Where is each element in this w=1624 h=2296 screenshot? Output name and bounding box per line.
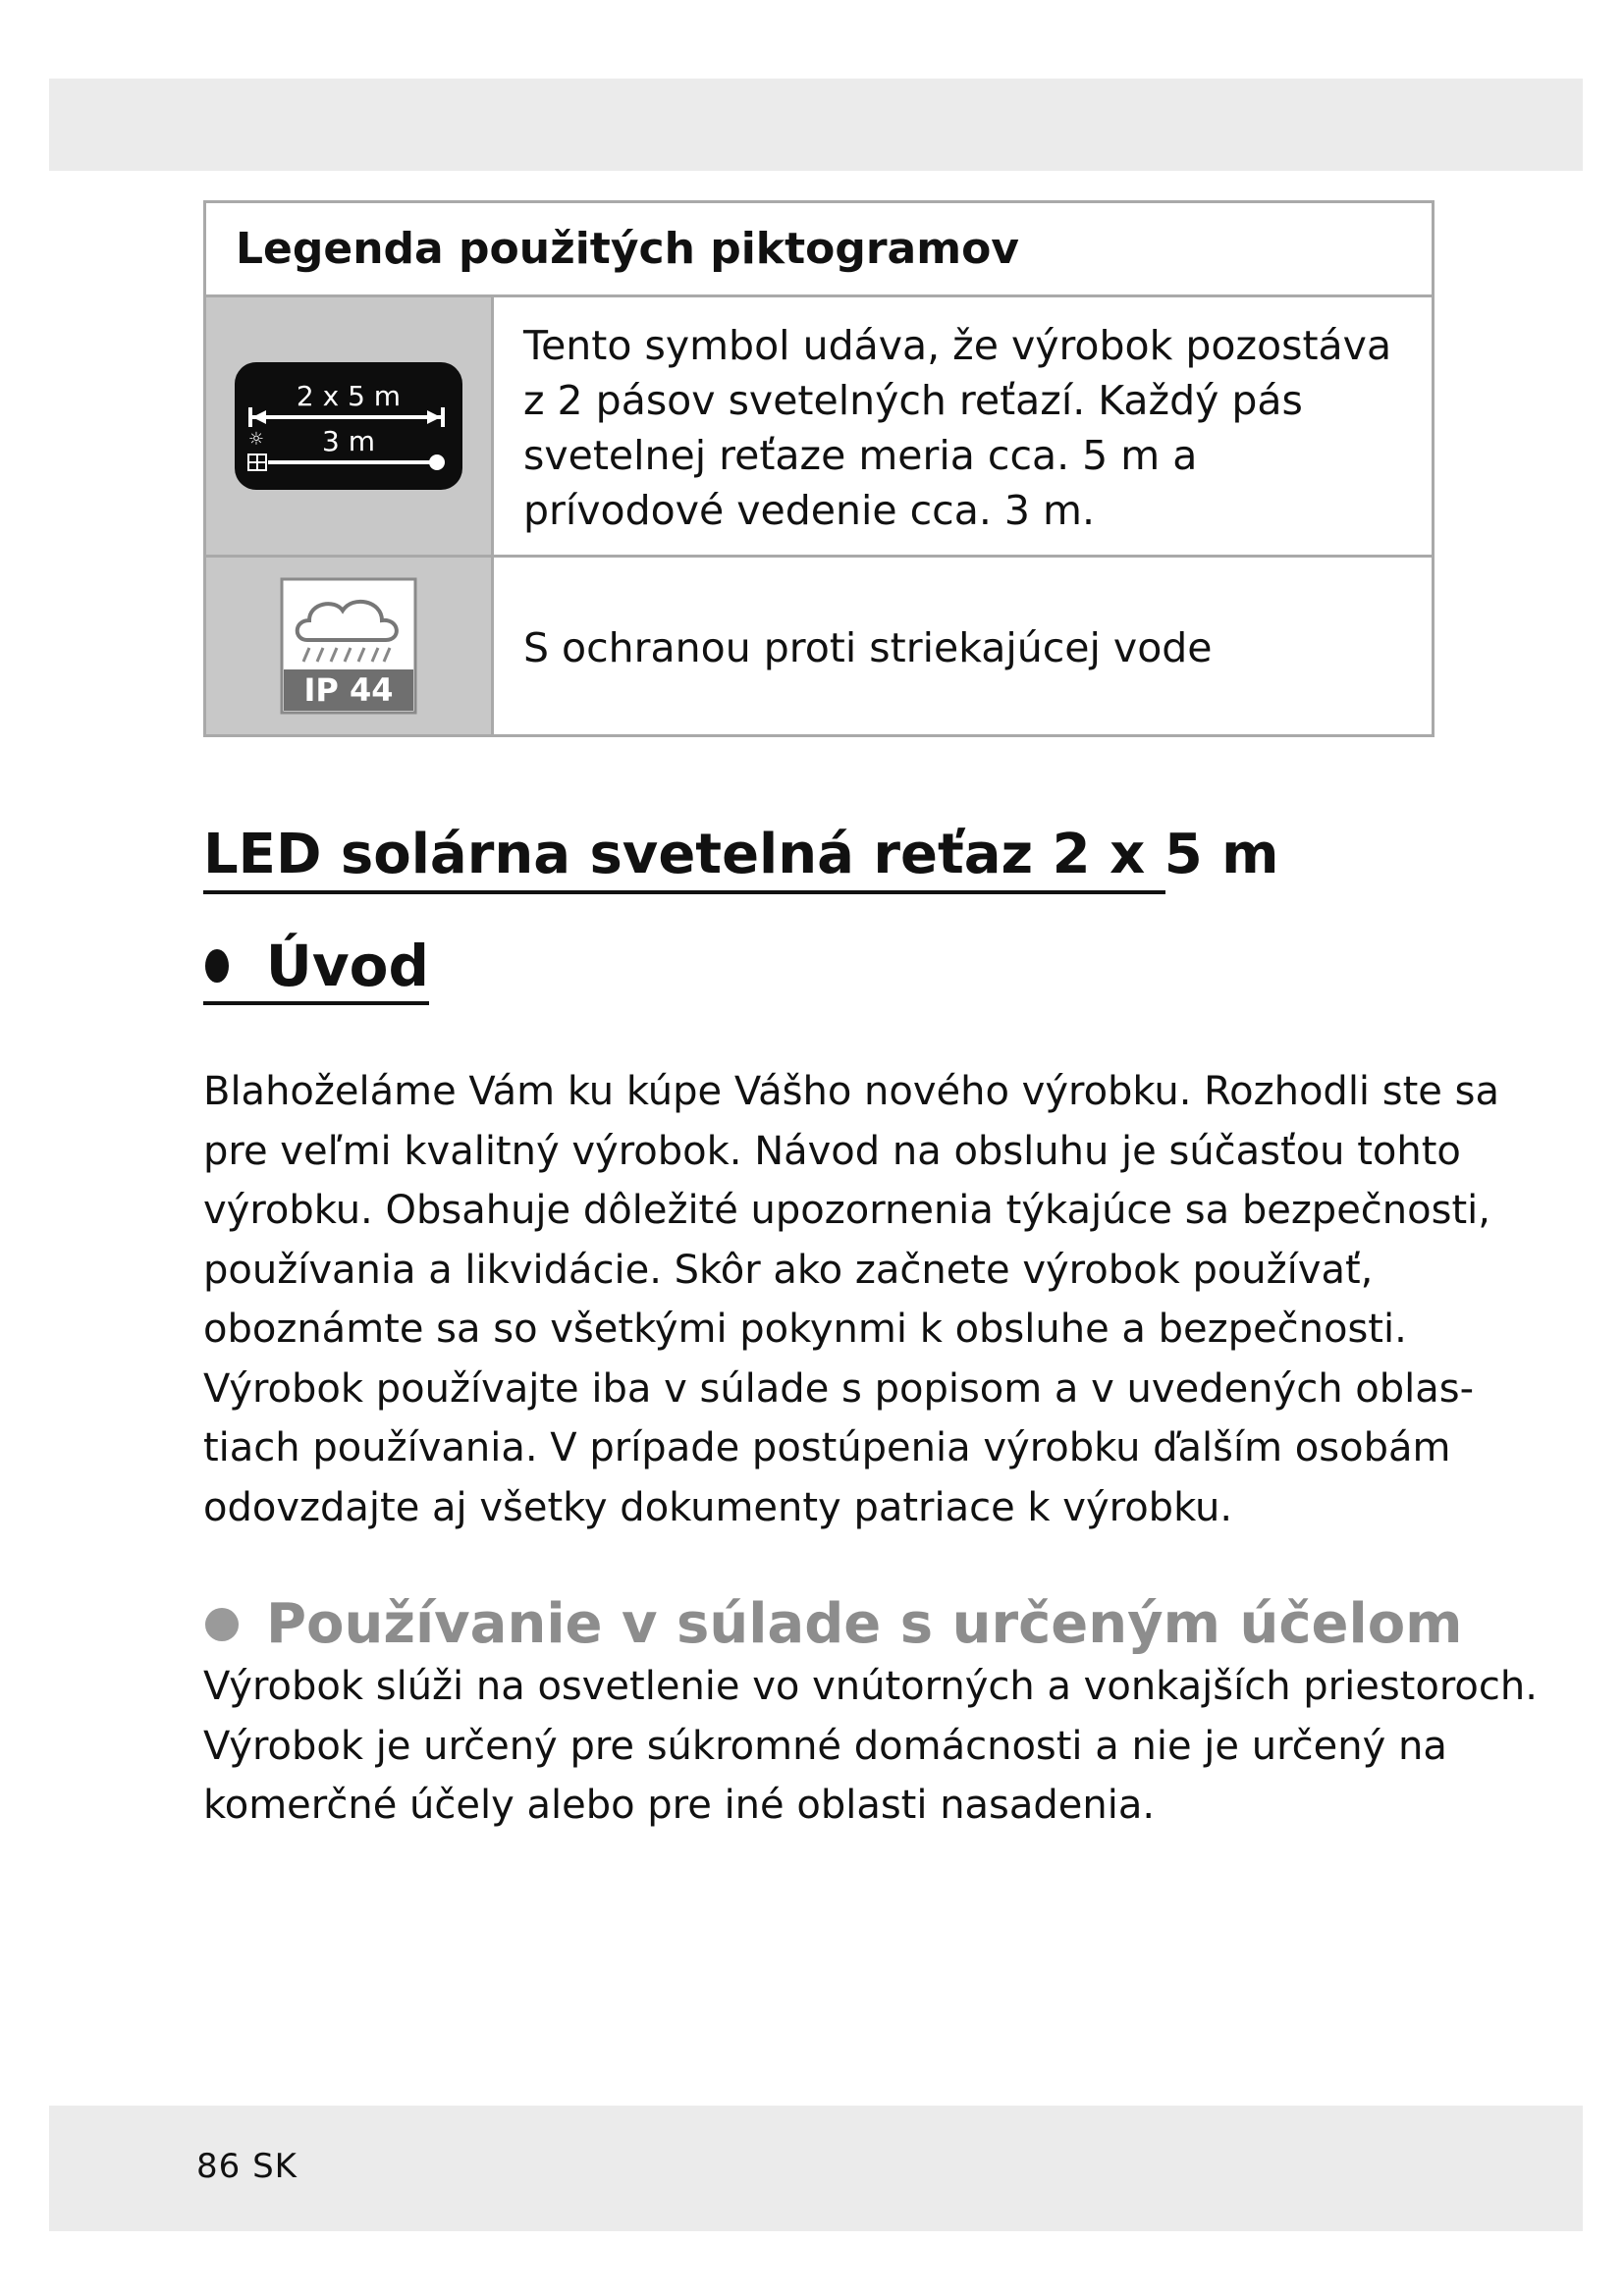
svg-text:IP 44: IP 44 bbox=[303, 671, 394, 709]
legend-row bbox=[206, 555, 1432, 734]
section-heading-intro bbox=[203, 933, 429, 1005]
page-title: LED solárna svetelná reťaz 2 x 5 m bbox=[203, 823, 1165, 894]
legend-row bbox=[206, 297, 1432, 555]
text-line: komerčné účely alebo pre iné oblasti nasadenia. bbox=[203, 1783, 1156, 1828]
ip44-splash-water-icon bbox=[280, 577, 417, 715]
section-title: Úvod bbox=[265, 933, 429, 999]
text-line: výrobku. Obsahuje dôležité upozornenia týkajúce sa bezpečnosti, bbox=[203, 1188, 1490, 1233]
intended-use-paragraph bbox=[203, 1657, 1538, 1836]
text-line: Výrobok používajte iba v súlade s popisom a v uvedených oblas- bbox=[203, 1365, 1475, 1412]
section-title: Používanie v súlade s určeným účelom bbox=[266, 1592, 1463, 1656]
intro-paragraph bbox=[203, 1062, 1499, 1537]
text-line: Blahoželáme Vám ku kúpe Vášho nového výrobku. Rozhodli ste sa bbox=[203, 1069, 1499, 1114]
header-band bbox=[49, 79, 1583, 171]
text-line: odovzdajte aj všetky dokumenty patriace k výrobku. bbox=[203, 1484, 1233, 1530]
legend-description: Tento symbol udáva, že výrobok pozostáva z 2 pásov svetelných reťazí. Každý pás svetelnej reťaze meria cca. 5 m a prívodové vedenie cca. 3 m. bbox=[523, 322, 1392, 534]
bullet-icon bbox=[205, 949, 229, 983]
section-heading-intended-use bbox=[203, 1592, 1463, 1656]
bullet-icon bbox=[205, 1608, 239, 1641]
legend-icon-cell bbox=[206, 297, 494, 555]
page-footer bbox=[196, 2147, 298, 2186]
svg-text:3 m: 3 m bbox=[322, 425, 375, 457]
language-code: SK bbox=[252, 2147, 298, 2186]
pictogram-legend-table bbox=[203, 200, 1435, 737]
legend-icon-cell bbox=[206, 558, 494, 734]
page-number: 86 bbox=[196, 2147, 242, 2186]
text-line: používania a likvidácie. Skôr ako začnete výrobok používať, bbox=[203, 1247, 1374, 1293]
legend-description: S ochranou proti striekajúcej vode bbox=[523, 624, 1213, 671]
text-line: tiach používania. V prípade postúpenia výrobku ďalším osobám bbox=[203, 1425, 1451, 1470]
svg-text:☼: ☼ bbox=[247, 429, 265, 450]
text-line: oboznámte sa so všetkými pokynmi k obsluhe a bezpečnosti. bbox=[203, 1307, 1407, 1352]
legend-heading: Legenda použitých piktogramov bbox=[206, 203, 1432, 297]
light-string-length-icon bbox=[233, 360, 464, 492]
text-line: Výrobok je určený pre súkromné domácnosti a nie je určený na bbox=[203, 1723, 1447, 1769]
text-line: Výrobok slúži na osvetlenie vo vnútorných a vonkajších priestoroch. bbox=[203, 1664, 1538, 1709]
svg-text:2 x 5 m: 2 x 5 m bbox=[296, 380, 402, 412]
text-line: pre veľmi kvalitný výrobok. Návod na obsluhu je súčasťou tohto bbox=[203, 1128, 1461, 1174]
